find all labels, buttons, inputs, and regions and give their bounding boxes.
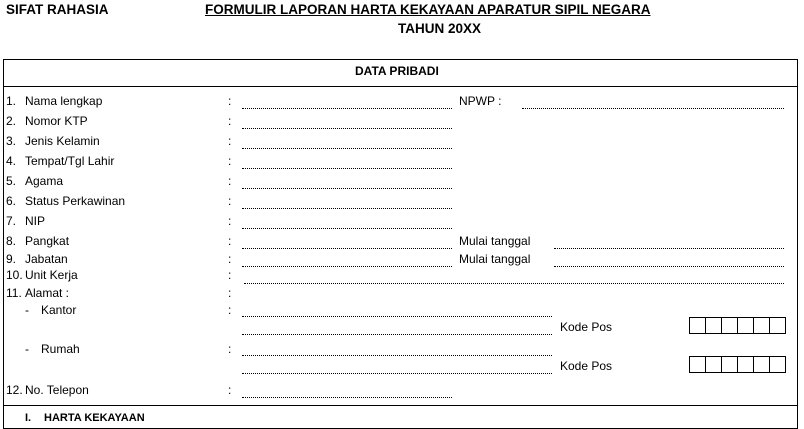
postal-digit-box[interactable] xyxy=(737,356,754,373)
section-title-data-pribadi: DATA PRIBADI xyxy=(355,64,439,78)
postal-digit-box[interactable] xyxy=(705,317,722,334)
field-colon: : xyxy=(228,286,232,300)
section-divider-bottom xyxy=(3,405,798,406)
classification-label: SIFAT RAHASIA xyxy=(6,2,109,17)
field-colon: : xyxy=(228,134,232,148)
unit-kerja-input-line[interactable] xyxy=(244,283,784,284)
field-colon: : xyxy=(228,342,232,356)
rumah-postal-code-label: Kode Pos xyxy=(560,359,613,373)
field-num-4: 4. xyxy=(6,154,17,168)
postal-digit-box[interactable] xyxy=(721,317,738,334)
field-label-rumah: Rumah xyxy=(41,342,80,356)
postal-digit-box[interactable] xyxy=(753,317,770,334)
field-label-jabatan: Jabatan xyxy=(25,252,68,266)
npwp-input-line[interactable] xyxy=(522,108,784,109)
form-title: FORMULIR LAPORAN HARTA KEKAYAAN APARATUR SIPIL NEGARA xyxy=(205,2,651,17)
field-colon: : xyxy=(228,194,232,208)
field-colon: : xyxy=(228,252,232,266)
postal-digit-box[interactable] xyxy=(689,317,706,334)
pangkat-start-date-label: Mulai tanggal xyxy=(459,234,531,248)
pangkat-input-line[interactable] xyxy=(242,248,452,249)
jenis-kelamin-input-line[interactable] xyxy=(242,148,452,149)
field-label-status-perkawinan: Status Perkawinan xyxy=(25,194,126,208)
field-label-pangkat: Pangkat xyxy=(25,234,70,248)
tempat-tgl-lahir-input-line[interactable] xyxy=(242,168,452,169)
postal-digit-box[interactable] xyxy=(769,356,786,373)
postal-digit-box[interactable] xyxy=(721,356,738,373)
rumah-address-line-1[interactable] xyxy=(242,355,552,356)
jabatan-start-date-input-line[interactable] xyxy=(554,266,784,267)
field-num-10: 10. xyxy=(6,268,23,282)
field-colon: : xyxy=(228,234,232,248)
postal-digit-box[interactable] xyxy=(689,356,706,373)
field-label-nama-lengkap: Nama lengkap xyxy=(25,94,103,108)
agama-input-line[interactable] xyxy=(242,188,452,189)
field-colon: : xyxy=(228,268,232,282)
field-colon: : xyxy=(228,174,232,188)
field-num-12: 12. xyxy=(6,383,23,397)
rumah-postal-code-boxes[interactable] xyxy=(689,356,786,373)
section-divider xyxy=(3,86,798,87)
postal-digit-box[interactable] xyxy=(753,356,770,373)
field-colon: : xyxy=(228,383,232,397)
field-num-8: 8. xyxy=(6,234,17,248)
field-label-alamat: Alamat : xyxy=(25,286,70,300)
nomor-ktp-input-line[interactable] xyxy=(242,128,452,129)
sub-bullet: - xyxy=(25,342,29,356)
field-label-nomor-ktp: Nomor KTP xyxy=(25,114,88,128)
postal-digit-box[interactable] xyxy=(769,317,786,334)
pangkat-start-date-input-line[interactable] xyxy=(554,248,784,249)
field-label-nip: NIP xyxy=(25,214,46,228)
next-section-number: I. xyxy=(25,412,32,424)
status-perkawinan-input-line[interactable] xyxy=(242,208,452,209)
field-num-2: 2. xyxy=(6,114,17,128)
next-section-title: HARTA KEKAYAAN xyxy=(44,412,145,424)
nama-lengkap-input-line[interactable] xyxy=(242,108,452,109)
sub-bullet: - xyxy=(25,303,29,317)
postal-digit-box[interactable] xyxy=(705,356,722,373)
field-num-9: 9. xyxy=(6,252,17,266)
field-label-unit-kerja: Unit Kerja xyxy=(25,268,78,282)
jabatan-input-line[interactable] xyxy=(242,266,452,267)
field-num-5: 5. xyxy=(6,174,17,188)
field-label-tempat-tgl-lahir: Tempat/Tgl Lahir xyxy=(25,154,115,168)
field-label-no-telepon: No. Telepon xyxy=(25,383,89,397)
field-label-jenis-kelamin: Jenis Kelamin xyxy=(25,134,100,148)
field-num-1: 1. xyxy=(6,94,17,108)
nip-input-line[interactable] xyxy=(242,228,452,229)
form-year: TAHUN 20XX xyxy=(398,21,482,36)
field-colon: : xyxy=(228,114,232,128)
postal-digit-box[interactable] xyxy=(737,317,754,334)
kantor-address-line-1[interactable] xyxy=(242,316,552,317)
field-num-3: 3. xyxy=(6,134,17,148)
field-num-11: 11. xyxy=(6,286,22,300)
field-label-agama: Agama xyxy=(25,174,64,188)
kantor-postal-code-label: Kode Pos xyxy=(560,320,613,334)
no-telepon-input-line[interactable] xyxy=(242,397,452,398)
field-colon: : xyxy=(228,154,232,168)
field-num-7: 7. xyxy=(6,214,17,228)
field-num-6: 6. xyxy=(6,194,17,208)
field-colon: : xyxy=(228,303,232,317)
field-colon: : xyxy=(228,214,232,228)
kantor-postal-code-boxes[interactable] xyxy=(689,317,786,334)
npwp-label: NPWP : xyxy=(459,94,502,108)
kantor-address-line-2[interactable] xyxy=(242,334,552,335)
rumah-address-line-2[interactable] xyxy=(242,373,552,374)
jabatan-start-date-label: Mulai tanggal xyxy=(459,252,531,266)
field-colon: : xyxy=(228,94,232,108)
field-label-kantor: Kantor xyxy=(41,303,77,317)
